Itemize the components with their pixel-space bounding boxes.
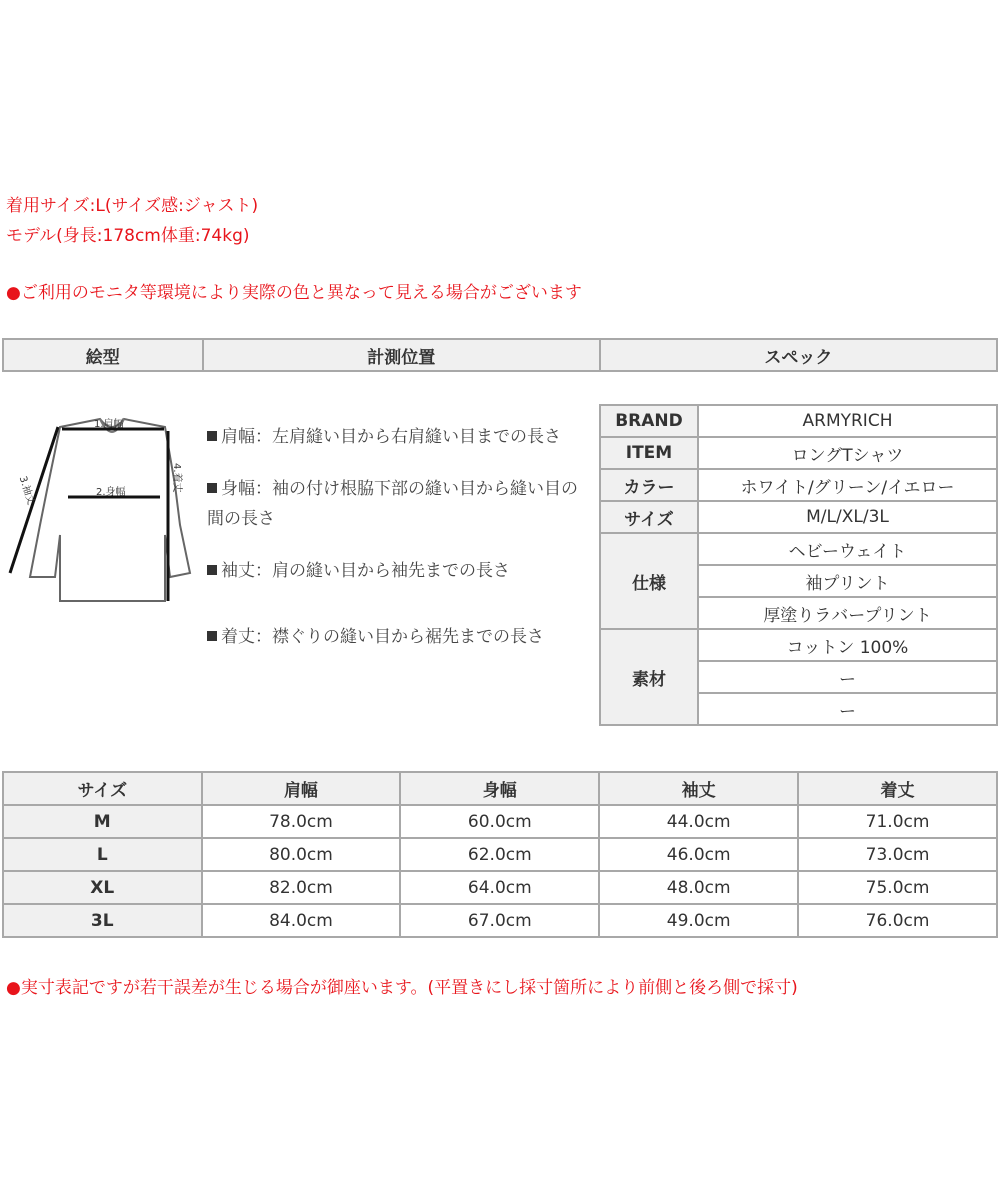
size-cell: 78.0cm bbox=[202, 805, 401, 838]
measurement-item bbox=[207, 622, 587, 652]
size-table bbox=[2, 771, 998, 938]
section-header-table bbox=[2, 338, 998, 372]
measurement-text: 肩幅：左肩縫い目から右肩縫い目までの長さ bbox=[221, 427, 561, 447]
size-col-header: 袖丈 bbox=[599, 772, 798, 805]
header-measure-position: 計測位置 bbox=[203, 339, 600, 371]
spec-item-label: ITEM bbox=[600, 437, 698, 469]
size-cell: XL bbox=[3, 871, 202, 904]
header-illustration: 絵型 bbox=[3, 339, 203, 371]
spec-material-value: コットン 100% bbox=[698, 629, 997, 661]
size-col-header: 肩幅 bbox=[202, 772, 401, 805]
spec-material-label: 素材 bbox=[600, 629, 698, 725]
size-cell: 60.0cm bbox=[400, 805, 599, 838]
size-notice: ●実寸表記ですが若干誤差が生じる場合が御座います。(平置きにし採寸箇所により前側と後ろ側で採寸) bbox=[6, 978, 798, 998]
model-size-text: 着用サイズ:L(サイズ感:ジャスト) bbox=[6, 196, 259, 216]
measurement-text: 着丈：襟ぐりの縫い目から裾先までの長さ bbox=[221, 627, 544, 647]
measurement-text: 袖丈：肩の縫い目から袖先までの長さ bbox=[221, 561, 510, 581]
label-sleeve: 3.袖丈 bbox=[16, 474, 37, 507]
spec-size-value: M/L/XL/3L bbox=[698, 501, 997, 533]
spec-material-value: ー bbox=[698, 661, 997, 693]
size-col-header: 着丈 bbox=[798, 772, 997, 805]
spec-brand-label: BRAND bbox=[600, 405, 698, 437]
size-row bbox=[3, 904, 997, 937]
size-cell: 82.0cm bbox=[202, 871, 401, 904]
color-notice: ●ご利用のモニタ等環境により実際の色と異なって見える場合がございます bbox=[6, 283, 582, 303]
size-row bbox=[3, 805, 997, 838]
size-cell: 75.0cm bbox=[798, 871, 997, 904]
model-info bbox=[6, 191, 258, 251]
spec-table bbox=[599, 404, 998, 726]
spec-feature-value: 厚塗りラバープリント bbox=[698, 597, 997, 629]
size-cell: 73.0cm bbox=[798, 838, 997, 871]
size-cell: 46.0cm bbox=[599, 838, 798, 871]
spec-material-value: ー bbox=[698, 693, 997, 725]
spec-size-label: サイズ bbox=[600, 501, 698, 533]
size-cell: 3L bbox=[3, 904, 202, 937]
size-row bbox=[3, 871, 997, 904]
measurement-list bbox=[207, 422, 587, 652]
size-col-header: 身幅 bbox=[400, 772, 599, 805]
measurement-text: 身幅：袖の付け根脇下部の縫い目から縫い目の間の長さ bbox=[207, 479, 578, 529]
size-cell: 67.0cm bbox=[400, 904, 599, 937]
size-cell: M bbox=[3, 805, 202, 838]
spec-color-value: ホワイト/グリーン/イエロー bbox=[698, 469, 997, 501]
size-cell: 44.0cm bbox=[599, 805, 798, 838]
label-length: 4.着丈 bbox=[171, 463, 182, 493]
size-cell: 76.0cm bbox=[798, 904, 997, 937]
spec-item-value: ロングTシャツ bbox=[698, 437, 997, 469]
spec-color-label: カラー bbox=[600, 469, 698, 501]
size-row bbox=[3, 838, 997, 871]
size-cell: 48.0cm bbox=[599, 871, 798, 904]
measurement-item bbox=[207, 556, 587, 586]
label-body-width: 2.身幅 bbox=[96, 487, 126, 498]
model-body-text: モデル(身長:178cm体重:74kg) bbox=[6, 226, 250, 246]
size-cell: L bbox=[3, 838, 202, 871]
size-cell: 64.0cm bbox=[400, 871, 599, 904]
garment-diagram bbox=[0, 405, 205, 615]
measurement-item bbox=[207, 474, 587, 534]
size-table-header bbox=[3, 772, 997, 805]
measurement-item bbox=[207, 422, 587, 452]
label-shoulder: 1.肩幅 bbox=[94, 419, 124, 430]
size-cell: 49.0cm bbox=[599, 904, 798, 937]
spec-feature-value: 袖プリント bbox=[698, 565, 997, 597]
header-spec: スペック bbox=[600, 339, 997, 371]
size-cell: 62.0cm bbox=[400, 838, 599, 871]
size-cell: 80.0cm bbox=[202, 838, 401, 871]
spec-feature-label: 仕様 bbox=[600, 533, 698, 629]
size-cell: 84.0cm bbox=[202, 904, 401, 937]
spec-feature-value: ヘビーウェイト bbox=[698, 533, 997, 565]
size-cell: 71.0cm bbox=[798, 805, 997, 838]
size-col-header: サイズ bbox=[3, 772, 202, 805]
spec-brand-value: ARMYRICH bbox=[698, 405, 997, 437]
